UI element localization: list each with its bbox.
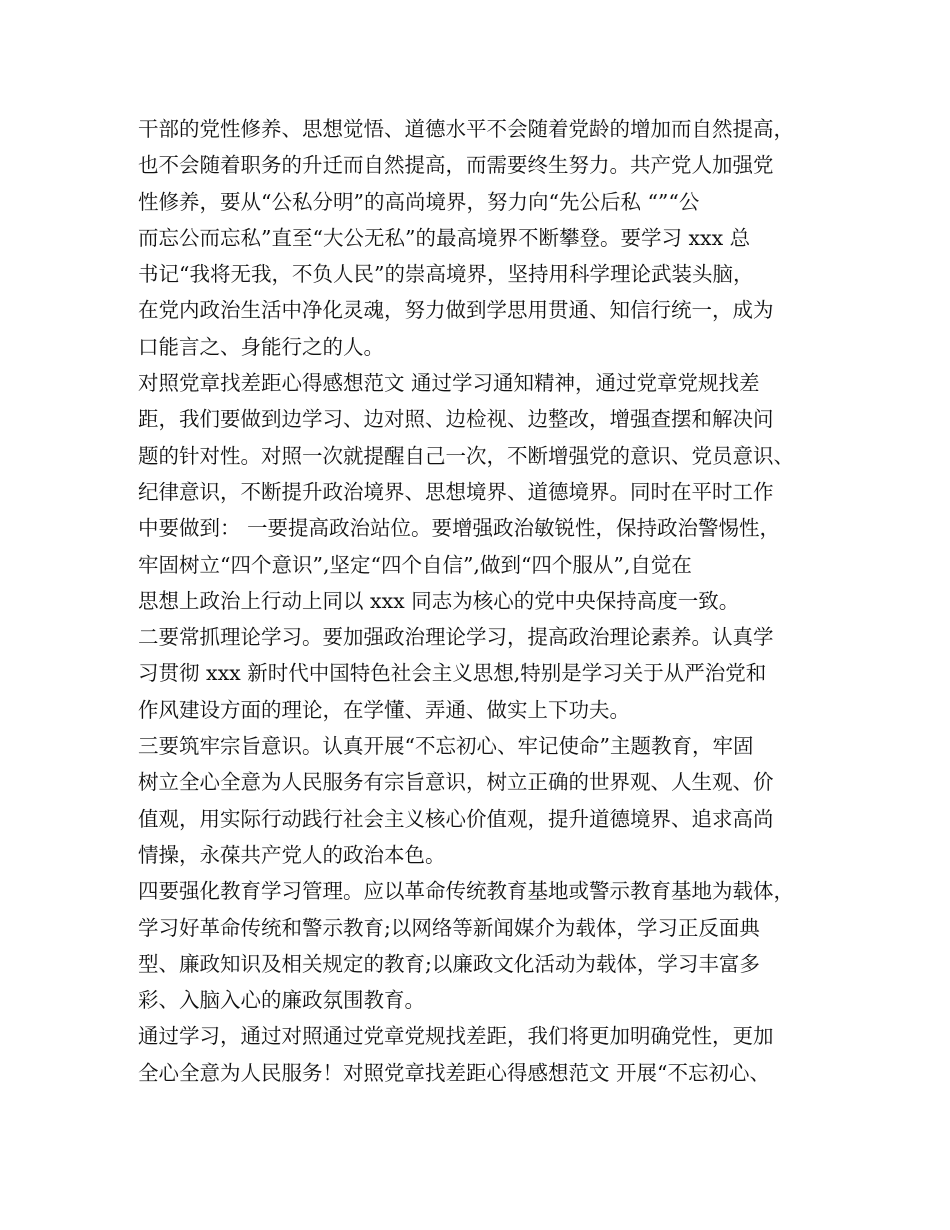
text-line: 习贯彻 xxx 新时代中国特色社会主义思想,特别是学习关于从严治党和 bbox=[138, 661, 767, 686]
text-line: 值观，用实际行动践行社会主义核心价值观，提升道德境界、追求高尚 bbox=[138, 806, 774, 831]
text-line: 在党内政治生活中净化灵魂，努力做到学思用贯通、知信行统一，成为 bbox=[138, 298, 774, 323]
text-line: 干部的党性修养、思想觉悟、道德水平不会随着党龄的增加而自然提高， bbox=[138, 117, 794, 141]
text-line: 也不会随着职务的升迁而自然提高，而需要终生努力。共产党人加强党 bbox=[138, 153, 774, 178]
text-line: 作风建设方面的理论，在学懂、弄通、做实上下功夫。 bbox=[138, 697, 630, 722]
text-line: 通过学习，通过对照通过党章党规找差距，我们将更加明确党性，更加 bbox=[138, 1024, 774, 1049]
text-line: 口能言之、身能行之的人。 bbox=[138, 334, 384, 359]
text-line: 牢固树立“四个意识”,坚定“四个自信”,做到“四个服从”,自觉在 bbox=[138, 552, 692, 577]
text-line: 性修养，要从“公私分明”的高尚境界，努力向“先公后私 “”“公 bbox=[138, 189, 700, 214]
text-line: 对照党章找差距心得感想范文 通过学习通知精神，通过党章党规找差 bbox=[138, 371, 760, 396]
text-line: 而忘公而忘私”直至“大公无私”的最高境界不断攀登。要学习 xxx 总 bbox=[138, 225, 751, 250]
text-line: 彩、入脑入心的廉政氛围教育。 bbox=[138, 988, 425, 1013]
text-line: 二要常抓理论学习。要加强政治理论学习，提高政治理论素养。认真学 bbox=[138, 625, 774, 650]
document-body bbox=[138, 111, 828, 1091]
text-line: 学习好革命传统和警示教育;以网络等新闻媒介为载体，学习正反面典 bbox=[138, 915, 760, 940]
text-line: 树立全心全意为人民服务有宗旨意识，树立正确的世界观、人生观、价 bbox=[138, 770, 774, 795]
text-line: 思想上政治上行动上同以 xxx 同志为核心的党中央保持高度一致。 bbox=[138, 588, 740, 613]
text-line: 题的针对性。对照一次就提醒自己一次，不断增强党的意识、党员意识、 bbox=[138, 443, 794, 468]
text-line: 全心全意为人民服务！对照党章找差距心得感想范文 开展“不忘初心、 bbox=[138, 1060, 770, 1085]
text-line: 距，我们要做到边学习、边对照、边检视、边整改，增强查摆和解决问 bbox=[138, 407, 774, 432]
text-line: 书记“我将无我，不负人民”的崇高境界，坚持用科学理论武装头脑， bbox=[138, 262, 754, 287]
text-line: 情操，永葆共产党人的政治本色。 bbox=[138, 842, 446, 867]
text-line: 纪律意识，不断提升政治境界、思想境界、道德境界。同时在平时工作 bbox=[138, 479, 774, 504]
text-line: 四要强化教育学习管理。应以革命传统教育基地或警示教育基地为载体， bbox=[138, 879, 794, 904]
text-line: 型、廉政知识及相关规定的教育;以廉政文化活动为载体，学习丰富多 bbox=[138, 951, 760, 976]
text-line: 三要筑牢宗旨意识。认真开展“不忘初心、牢记使命”主题教育，牢固 bbox=[138, 734, 754, 759]
text-line: 中要做到： 一要提高政治站位。要增强政治敏锐性，保持政治警惕性， bbox=[138, 516, 781, 541]
